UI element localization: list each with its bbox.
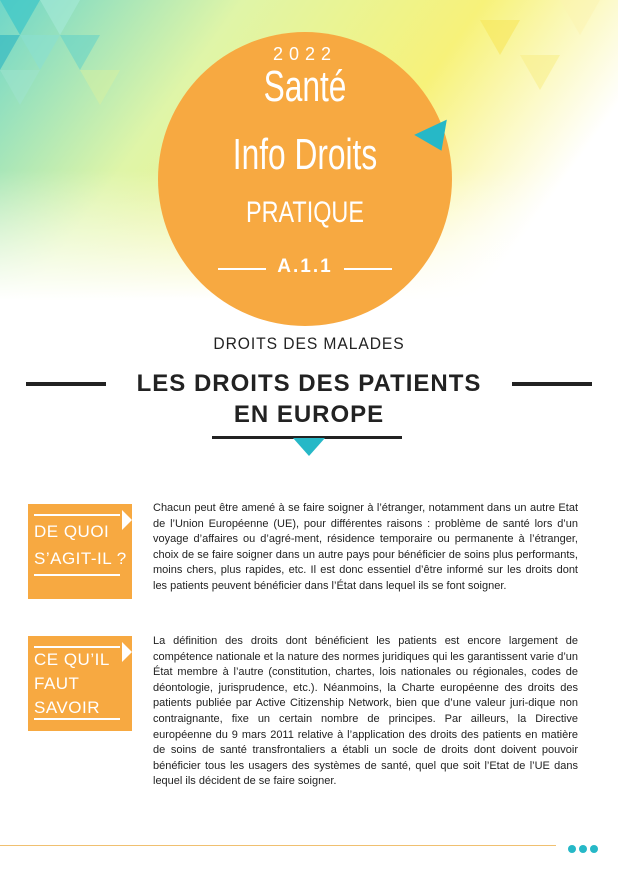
badge-year: 2022 bbox=[272, 44, 338, 64]
badge-subtitle: PRATIQUE bbox=[246, 196, 364, 229]
tag-line: FAUT bbox=[34, 674, 80, 693]
article-title-line2: EN EUROPE bbox=[233, 401, 385, 428]
triangle-down-icon bbox=[293, 438, 325, 456]
tag-notch bbox=[122, 510, 132, 530]
tag-rule-top bbox=[34, 514, 120, 516]
more-dots-icon bbox=[568, 840, 601, 858]
badge-title-line2: Info Droits bbox=[232, 130, 378, 179]
tag-rule-bottom bbox=[34, 574, 120, 576]
tag-line: SAVOIR bbox=[34, 698, 100, 717]
footer-rule bbox=[0, 845, 556, 846]
tag-notch bbox=[122, 642, 132, 662]
rubric-label: DROITS DES MALADES bbox=[213, 334, 405, 353]
badge-title-line1: Santé bbox=[263, 62, 347, 111]
article-title-line1: LES DROITS DES PATIENTS bbox=[136, 370, 482, 397]
dot bbox=[579, 845, 587, 853]
section-text-know: La définition des droits dont bénéficient les patients est encore largement de compétence nationale et la nature des normes juridiques qui les garantissent varie d’un État membre à l’autre (constitution, chartes, lois nationales ou régionales, codes de déontologie, jurisprudence, etc.). Néanmoins, la Charte européenne des droits des patients publiée par Active Citizenship Network, bien que d’une valeur juri-dique non contraignante, fixe un certain nombre de principes. Par ailleurs, la Directive européenne du 9 mars 2011 relative à l’application des droits des patients en matière de soins de santé transfrontaliers a établi un socle de droits dont doivent pouvoir bénéficier tous les usagers des systèmes de santé, quel que soit l’Etat de l’UE dans lequel ils décident de se faire soigner. bbox=[153, 635, 578, 788]
dot bbox=[590, 845, 598, 853]
tag-rule-bottom bbox=[34, 718, 120, 720]
section-text-what: Chacun peut être amené à se faire soigner à l’étranger, notamment dans un autre Etat de l’Union Européenne (UE), pour différentes raisons : problème de santé lors d’un voyage d’affaires ou d’agré-ment, résidence temporaire ou permanente à l’étranger, choix de se faire soigner dans un autre pays pour bénéficier de soins plus performants, moins chers, plus rapides, etc. Il est donc essentiel d’être informé sur les droits dont les patients peuvent bénéficier dans l’État dans lequel ils se font soigner. bbox=[153, 502, 578, 592]
section-tag-know bbox=[28, 636, 132, 731]
tag-line: DE QUOI bbox=[34, 522, 110, 541]
section-tag-what bbox=[28, 504, 132, 599]
tag-line: CE QU’IL bbox=[34, 650, 110, 669]
document-code: A.1.1 bbox=[277, 256, 333, 277]
dot bbox=[568, 845, 576, 853]
tag-line: S’AGIT-IL ? bbox=[34, 549, 127, 568]
